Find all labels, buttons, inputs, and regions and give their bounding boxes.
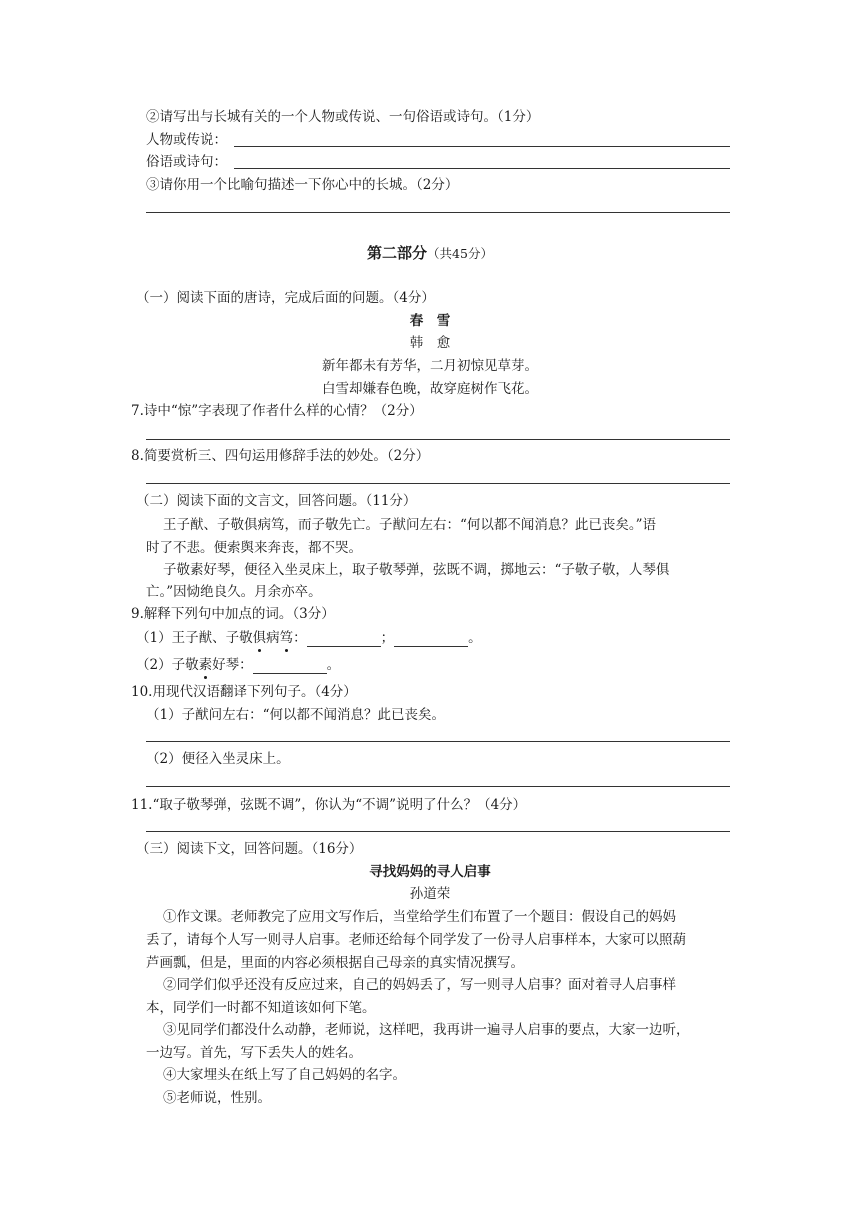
article-p4: ④大家埋头在纸上写了自己妈妈的名字。 bbox=[163, 1067, 406, 1083]
article-p3-line2: 一边写。首先，写下丢失人的姓名。 bbox=[146, 1045, 362, 1061]
question-9-1 bbox=[136, 629, 482, 647]
q9-1-end: 。 bbox=[468, 630, 482, 646]
question-7: 7.诗中“惊”字表现了作者什么样的心情？（2分） bbox=[131, 403, 423, 419]
article-author: 孙道荣 bbox=[409, 886, 451, 902]
q9-1-blank-1[interactable] bbox=[307, 632, 381, 647]
answer-line-q7[interactable] bbox=[146, 439, 730, 440]
answer-line-q10-1[interactable] bbox=[146, 741, 730, 742]
question-9: 9.解释下列句中加点的词。（3分） bbox=[131, 606, 335, 622]
q9-2-text-pre: （2）子敬 bbox=[136, 657, 199, 673]
q9-1-text-post: ： bbox=[293, 630, 307, 646]
answer-line-q3[interactable] bbox=[146, 212, 730, 213]
q9-2-blank[interactable] bbox=[253, 659, 327, 674]
section3-heading: （三）阅读下文，回答问题。（16分） bbox=[136, 841, 363, 857]
q9-2-end: 。 bbox=[326, 657, 341, 673]
q9-1-dotted-word-1: 俱 bbox=[252, 630, 267, 646]
q9-1-blank-2[interactable] bbox=[394, 632, 468, 647]
article-p3-line1: ③见同学们都没什么动静，老师说，这样吧，我再讲一遍寻人启事的要点，大家一边听， bbox=[163, 1022, 690, 1038]
article-p1-line1: ①作文课。老师教完了应用文写作后，当堂给学生们布置了一个题目：假设自己的妈妈 bbox=[163, 909, 676, 925]
question-10-2: （2）便径入坐灵床上。 bbox=[146, 751, 290, 767]
article-title: 寻找妈妈的寻人启事 bbox=[369, 864, 491, 880]
poem-line-1: 新年都未有芳华，二月初惊见草芽。 bbox=[322, 358, 538, 374]
article-p2-line2: 本，同学们一时都不知道该如何下笔。 bbox=[146, 1000, 376, 1016]
poem-title: 春 雪 bbox=[409, 313, 451, 329]
q3-prompt: ③请你用一个比喻句描述一下你心中的长城。（2分） bbox=[146, 177, 459, 193]
prose-p2-line1: 子敬素好琴，便径入坐灵床上，取子敬琴弹，弦既不调，掷地云：“子敬子敬，人琴俱 bbox=[163, 562, 670, 578]
q2-label-saying: 俗语或诗句： bbox=[146, 154, 227, 170]
answer-line-q10-2[interactable] bbox=[146, 786, 730, 787]
q9-1-text-mid: 病 bbox=[266, 630, 280, 646]
answer-line-q11[interactable] bbox=[146, 831, 730, 832]
q2-label-figure: 人物或传说： bbox=[146, 132, 227, 148]
part2-heading bbox=[0, 243, 860, 263]
prose-p2-line2: 亡。”因恸绝良久。月余亦卒。 bbox=[146, 584, 322, 600]
question-10: 10.用现代汉语翻译下列句子。（4分） bbox=[131, 684, 357, 700]
article-p2-line1: ②同学们似乎还没有反应过来，自己的妈妈丢了，写一则寻人启事？面对着寻人启事样 bbox=[163, 977, 676, 993]
article-p1-line2: 丢了，请每个人写一则寻人启事。老师还给每个同学发了一份寻人启事样本，大家可以照葫 bbox=[146, 932, 686, 948]
poem-line-2: 白雪却嫌春色晚，故穿庭树作飞花。 bbox=[322, 381, 538, 397]
part2-score: （共45分） bbox=[427, 246, 493, 261]
poem-author: 韩 愈 bbox=[409, 335, 451, 351]
article-p1-line3: 芦画瓢，但是，里面的内容必须根据自己母亲的真实情况撰写。 bbox=[146, 955, 524, 971]
section1-heading: （一）阅读下面的唐诗，完成后面的问题。（4分） bbox=[136, 290, 435, 306]
section2-heading: （二）阅读下面的文言文，回答问题。（11分） bbox=[136, 493, 417, 509]
prose-p1-line2: 时了不悲。便索舆来奔丧，都不哭。 bbox=[146, 540, 362, 556]
answer-line-saying[interactable] bbox=[234, 168, 730, 169]
question-11: 11.“取子敬琴弹，弦既不调”，你认为“不调”说明了什么？（4分） bbox=[131, 797, 527, 813]
answer-line-figure[interactable] bbox=[234, 146, 730, 147]
question-10-1: （1）子猷问左右：“何以都不闻消息？此已丧矣。 bbox=[146, 707, 445, 723]
q2-prompt: ②请写出与长城有关的一个人物或传说、一句俗语或诗句。（1分） bbox=[146, 109, 540, 125]
question-9-2 bbox=[136, 656, 340, 674]
article-p5: ⑤老师说，性别。 bbox=[163, 1090, 271, 1106]
q9-1-separator: ； bbox=[380, 630, 395, 646]
q9-1-text-pre: （1）王子猷、子敬 bbox=[136, 630, 253, 646]
answer-line-q8[interactable] bbox=[146, 483, 730, 484]
prose-p1-line1: 王子猷、子敬俱病笃，而子敬先亡。子猷问左右：“何以都不闻消息？此已丧矣。”语 bbox=[163, 517, 657, 533]
part2-title: 第二部分 bbox=[367, 244, 428, 262]
q9-1-dotted-word-2: 笃 bbox=[279, 630, 294, 646]
q9-2-dotted-word: 素 bbox=[198, 657, 213, 673]
question-8: 8.简要赏析三、四句运用修辞手法的妙处。（2分） bbox=[131, 448, 430, 464]
q9-2-text-post: 好琴： bbox=[212, 657, 253, 673]
